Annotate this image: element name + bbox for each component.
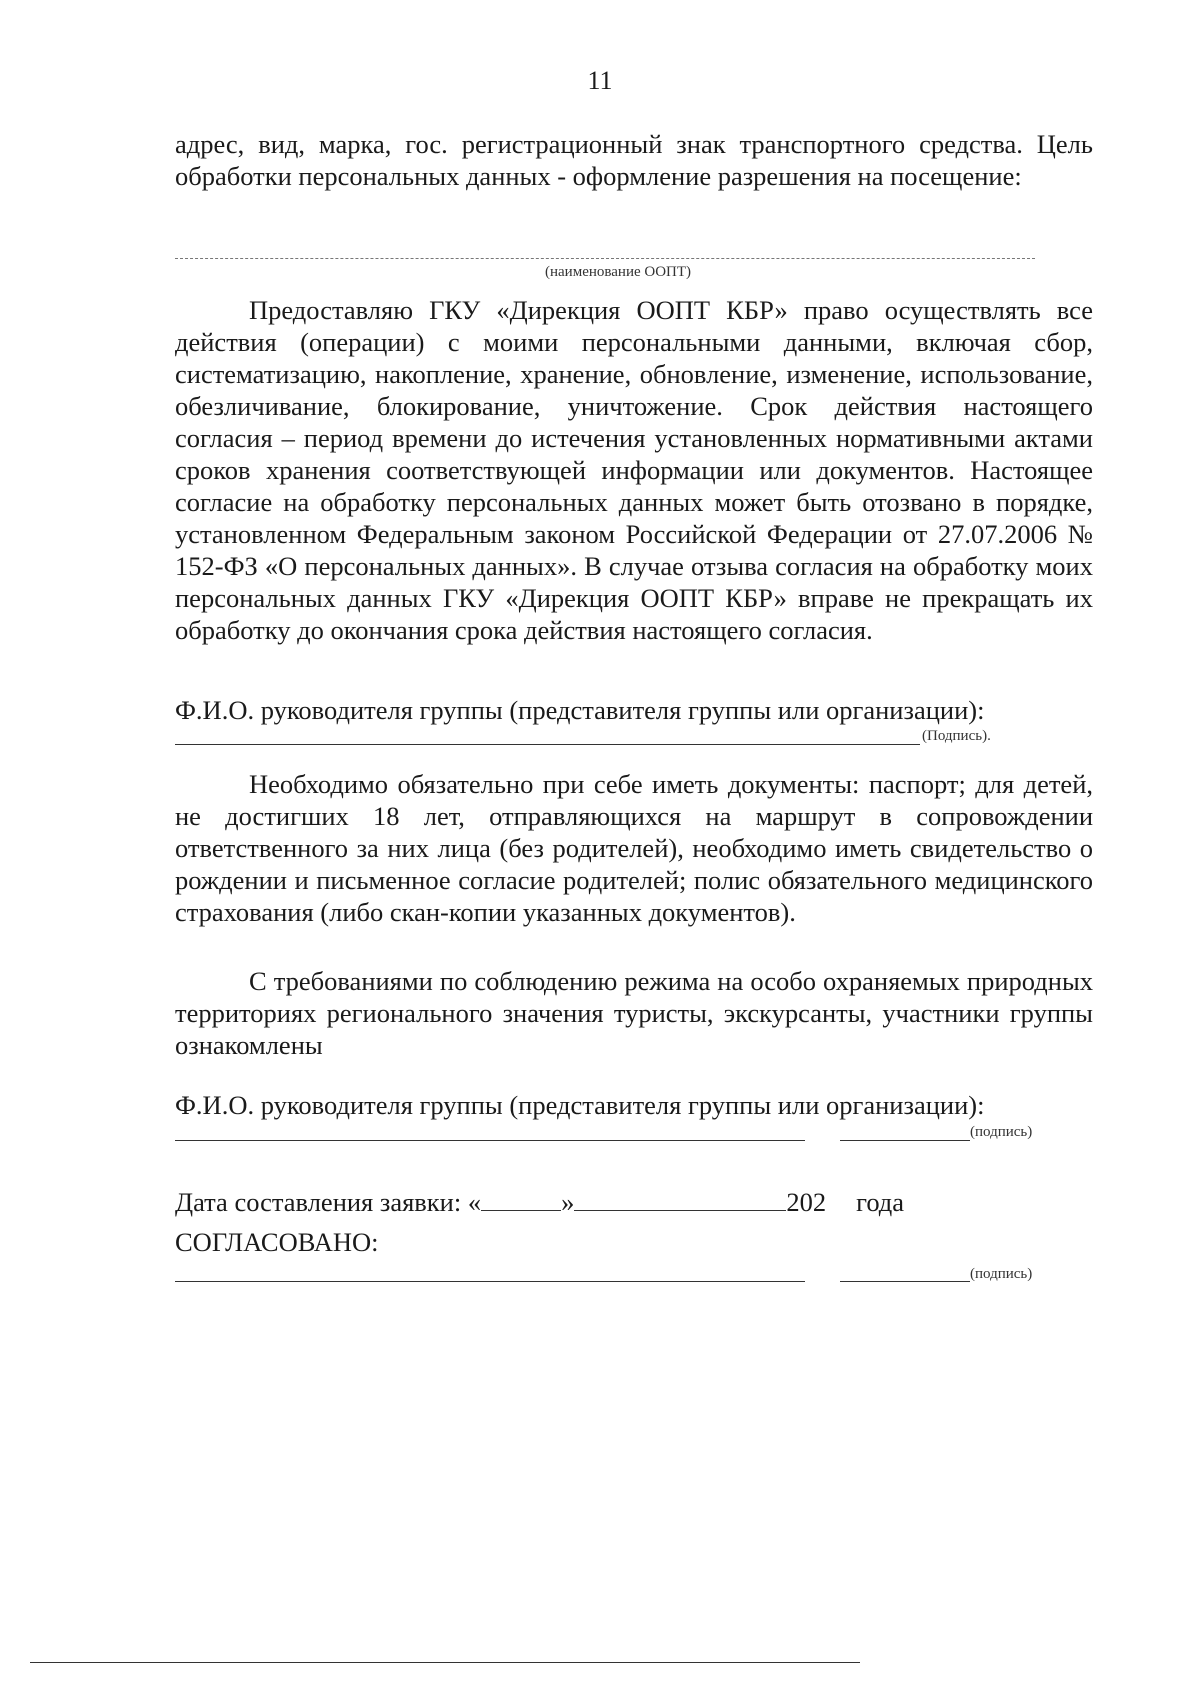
year-suffix: года — [856, 1187, 905, 1217]
leader-label-2: Ф.И.О. руководителя группы (представителя группы или организации): — [175, 1090, 985, 1120]
oopt-caption: (наименование ООПТ) — [545, 264, 692, 280]
leader-signature-line-2 — [840, 1140, 970, 1141]
approver-name-line — [175, 1281, 805, 1282]
requirements-paragraph: С требованиями по соблюдению режима на особо охраняемых природных территориях регионального значения туристы, экскурсанты, участники группы ознакомлены — [175, 966, 1093, 1060]
consent-paragraph: Предоставляю ГКУ «Дирекция ООПТ КБР» право осуществлять все действия (операции) с моими персональными данными, включая сбор, систематизацию, накопление, хранение, обновление, изменение, использование, обезличивание, блокирование, уничтожение. Срок действия настоящего согласия – период времени до истечения установленных нормативными актами сроков хранения соответствующей информации или документов. Настоящее согласие на обработку персональных данных может быть отозвано в порядке, установленном Федеральным законом Российской Федерации от 27.07.2006 № 152-ФЗ «О персональных данных». В случае отзыва согласия на обработку моих персональных данных ГКУ «Дирекция ООПТ КБР» вправе не прекращать их обработку до окончания срока действия настоящего согласия. — [175, 295, 1093, 645]
signature-caption-1: (Подпись). — [922, 728, 991, 744]
approver-signature-line — [840, 1281, 970, 1282]
date-row — [175, 1186, 904, 1218]
date-month-blank — [574, 1186, 786, 1211]
intro-paragraph: адрес, вид, марка, гос. регистрационный знак транспортного средства. Цель обработки персональных данных - оформление разрешения на посещение: — [175, 129, 1093, 191]
leader-signature-line-1 — [175, 744, 920, 745]
date-day-blank — [481, 1186, 561, 1211]
date-label: Дата составления заявки: « — [175, 1187, 482, 1217]
approved-label: СОГЛАСОВАНО: — [175, 1227, 379, 1257]
signature-caption-3: (подпись) — [970, 1266, 1033, 1282]
page-number: 11 — [587, 66, 613, 95]
year-prefix: 202 — [786, 1187, 827, 1217]
oopt-name-line — [175, 258, 1035, 259]
leader-name-line-2 — [175, 1140, 805, 1141]
documents-paragraph: Необходимо обязательно при себе иметь документы: паспорт; для детей, не достигших 18 лет, отправляющихся на маршрут в сопровождении ответственного за них лица (без родителей), необходимо иметь свидетельство о рождении и письменное согласие родителей; полис обязательного медицинского страхования (либо скан-копии указанных документов). — [175, 769, 1093, 927]
signature-caption-2: (подпись) — [970, 1124, 1033, 1140]
date-close-quote: » — [561, 1187, 575, 1217]
footer-rule — [30, 1662, 860, 1663]
leader-label-1: Ф.И.О. руководителя группы (представителя группы или организации): — [175, 695, 985, 725]
